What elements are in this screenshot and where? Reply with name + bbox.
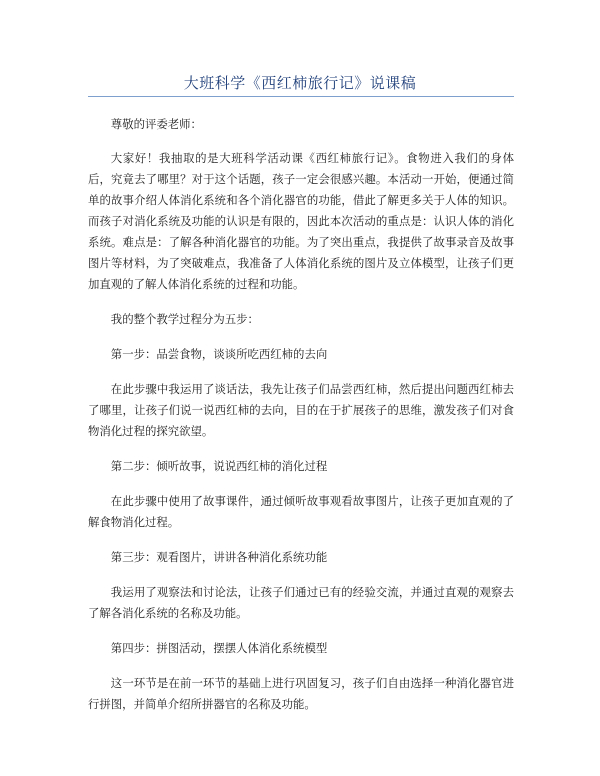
salutation: 尊敬的评委老师： [110, 117, 202, 131]
step-1-heading: 第一步：品尝食物，谈谈所吃西红柿的去向 [110, 347, 328, 361]
process-overview: 我的整个教学过程分为五步： [110, 312, 259, 326]
title-divider [88, 96, 514, 97]
step-1-body: 在此步骤中我运用了谈话法，我先让孩子们品尝西红柿，然后提出问题西红柿去了哪里，让孩子们说一说西红柿的去向，目的在于扩展孩子的思维，激发孩子们对食物消化过程的探究欲望。 [88, 382, 514, 438]
step-3-heading: 第三步：观看图片，讲讲各种消化系统功能 [110, 550, 328, 564]
step-2-heading: 第二步：倾听故事，说说西红柿的消化过程 [110, 459, 328, 473]
intro-paragraph: 大家好！我抽取的是大班科学活动课《西红柿旅行记》。食物进入我们的身体后，究竟去了哪里？对于这个话题，孩子一定会很感兴趣。本活动一开始，便通过简单的故事介绍人体消化系统和各个消化器官的功能，借此了解更多关于人体的知识。而孩子对消化系统及功能的认识是有限的，因此本次活动的重点是：认识人体的消化系统。难点是：了解各种消化器官的功能。为了突出重点，我提供了故事录音及故事图片等材料，为了突破难点，我准备了人体消化系统的图片及立体模型，让孩子们更加直观的了解人体消化系统的过程和功能。 [88, 151, 514, 291]
step-4-heading: 第四步：拼图活动，摆摆人体消化系统模型 [110, 641, 328, 655]
step-2-body: 在此步骤中使用了故事课件，通过倾听故事观看故事图片，让孩子更加直观的了解食物消化过程。 [88, 494, 514, 529]
document-body [88, 114, 514, 729]
document-title: 大班科学《西红柿旅行记》说课稿 [183, 74, 417, 92]
step-3-body: 我运用了观察法和讨论法，让孩子们通过已有的经验交流，并通过直观的观察去了解各消化系统的名称及功能。 [88, 585, 514, 620]
step-4-body: 这一环节是在前一环节的基础上进行巩固复习，孩子们自由选择一种消化器官进行拼图，并简单介绍所拼器官的名称及功能。 [88, 676, 514, 711]
